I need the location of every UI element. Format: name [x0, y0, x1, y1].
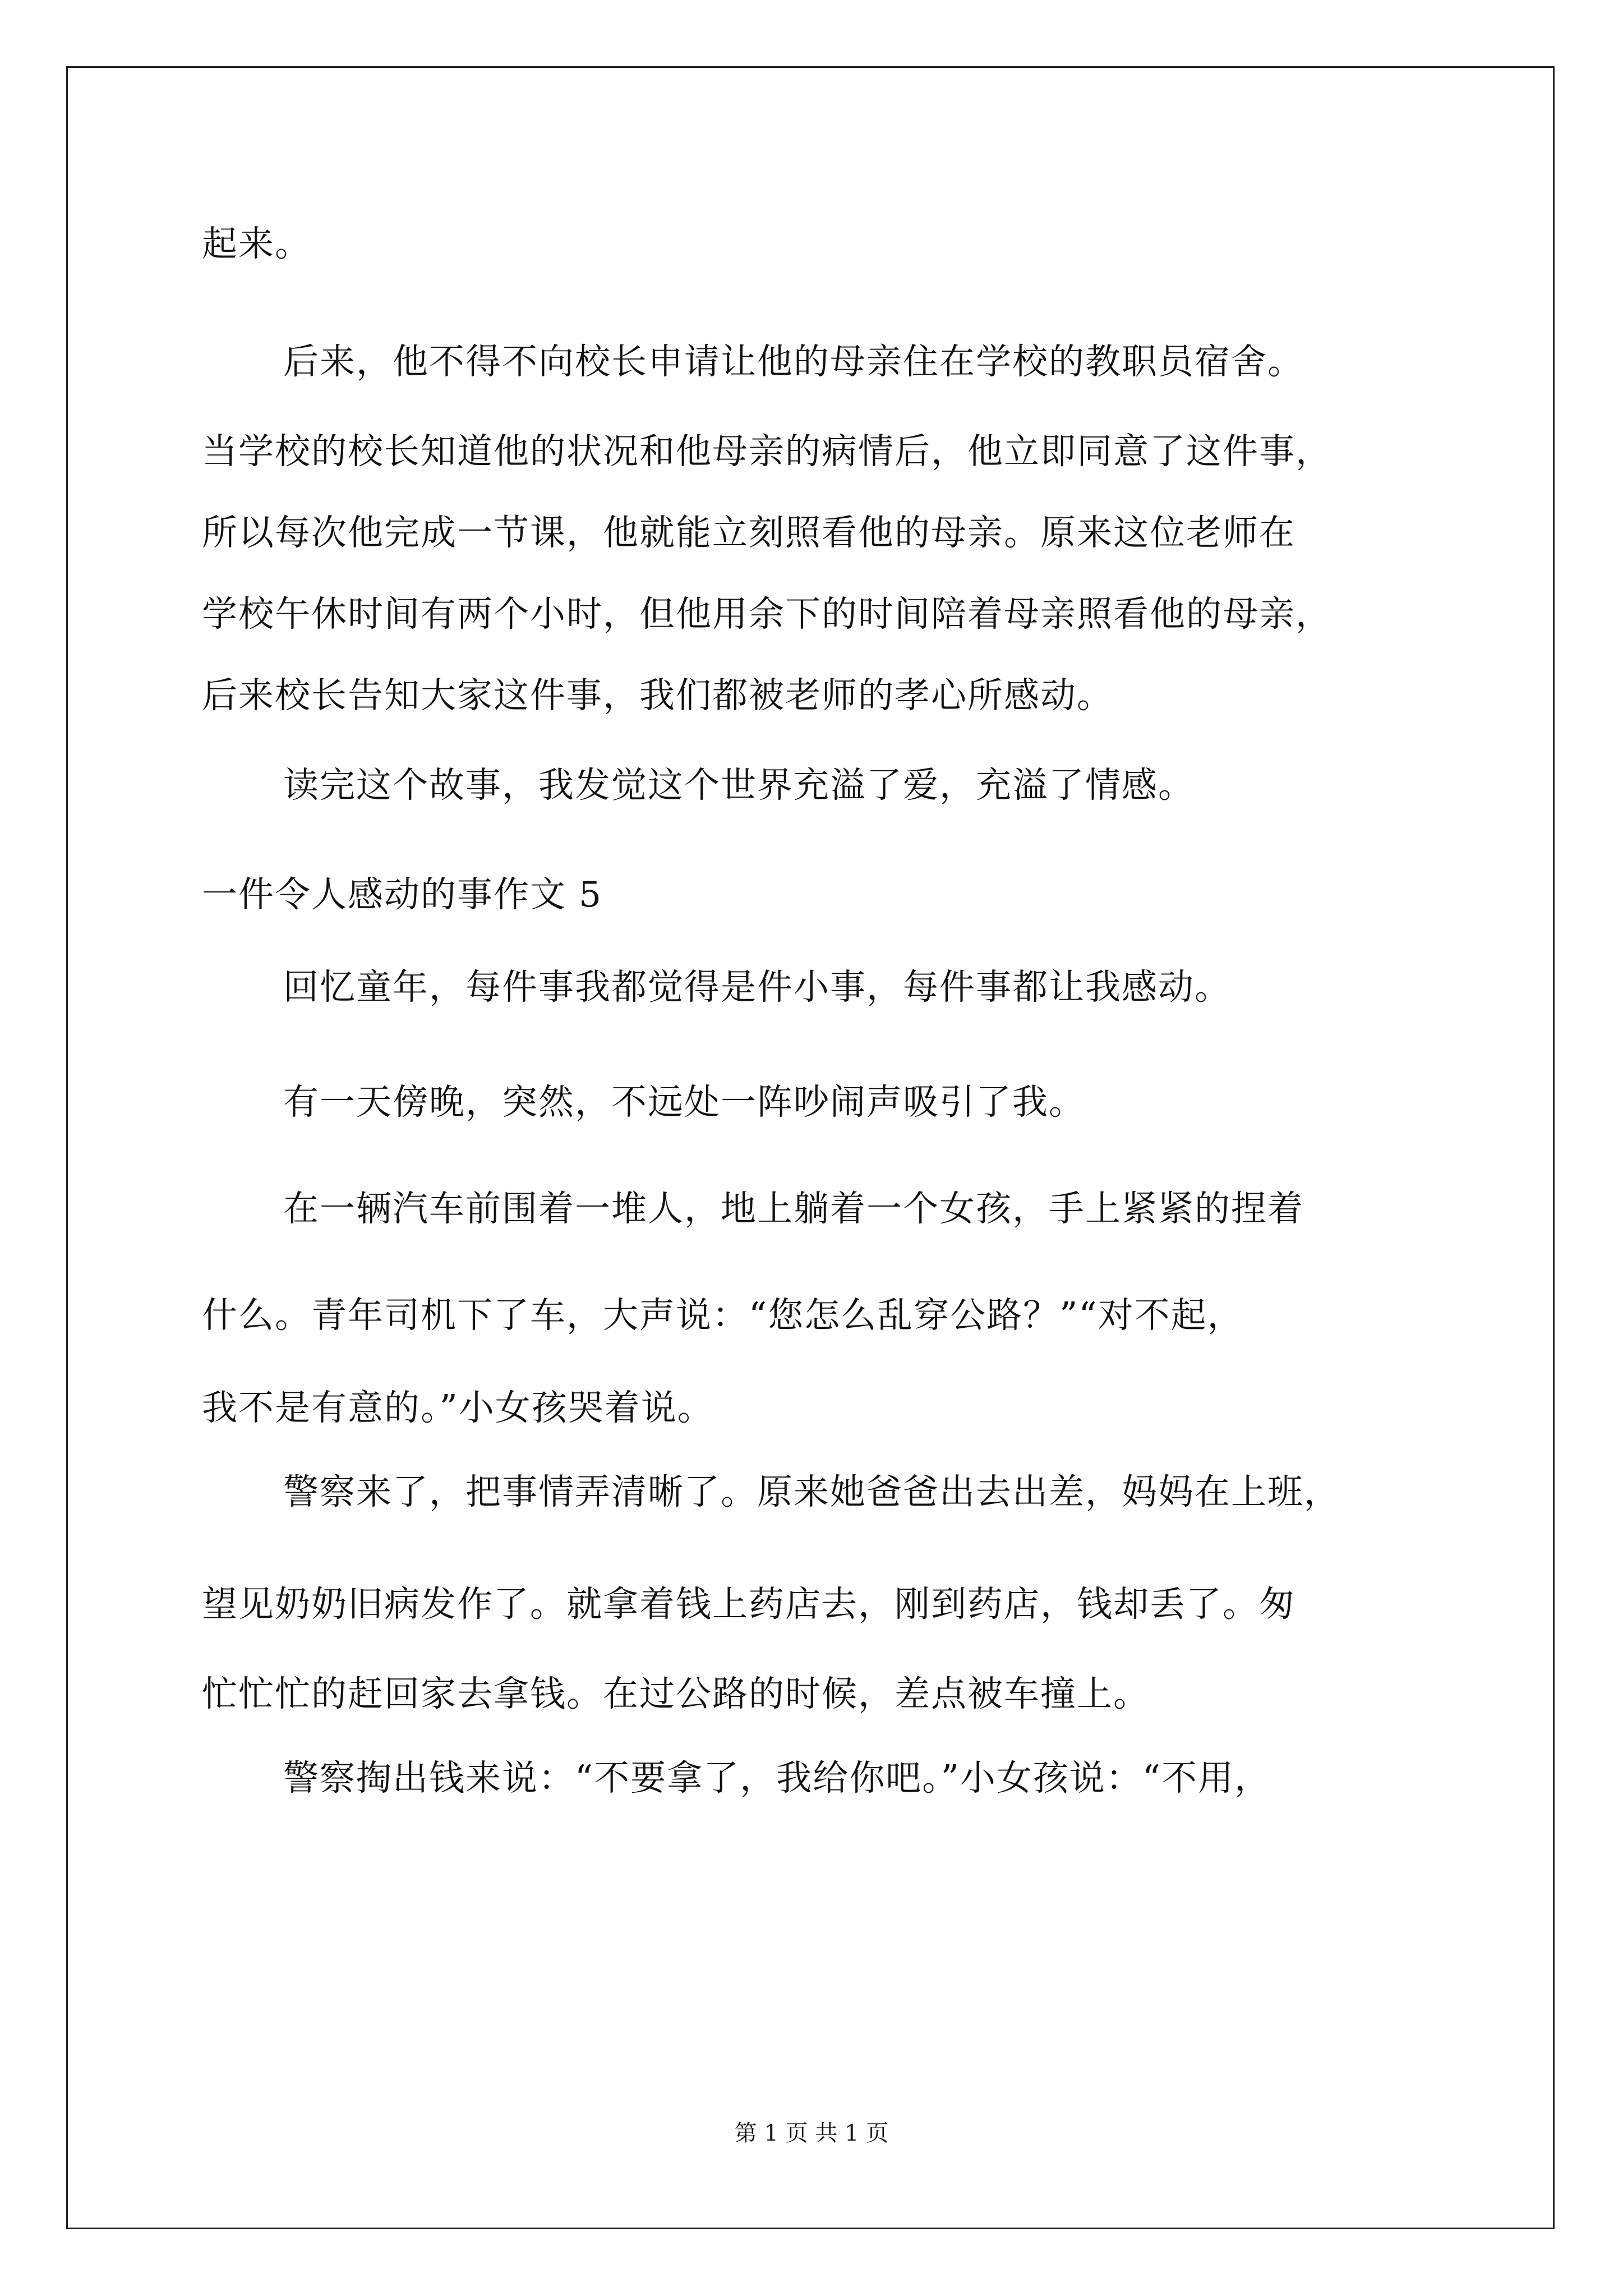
page-footer: 第 1 页 共 1 页 — [734, 2120, 889, 2146]
text-line: 忙忙忙的赶回家去拿钱。在过公路的时候，差点被车撞上。 — [202, 1673, 1150, 1714]
text-line: 所以每次他完成一节课，他就能立刻照看他的母亲。原来这位老师在 — [202, 512, 1295, 553]
text-line: 学校午休时间有两个小时，但他用余下的时间陪着母亲照看他的母亲， — [202, 593, 1332, 634]
text-line: 一件令人感动的事作文 5 — [202, 874, 603, 915]
text-line: 我不是有意的。”小女孩哭着说。 — [202, 1387, 714, 1428]
text-line: 警察来了，把事情弄清晰了。原来她爸爸出去出差，妈妈在上班， — [283, 1471, 1340, 1512]
text-line: 后来，他不得不向校长申请让他的母亲住在学校的教职员宿舍。 — [283, 341, 1304, 382]
text-line: 当学校的校长知道他的状况和他母亲的病情后，他立即同意了这件事， — [202, 431, 1332, 472]
text-line: 警察掏出钱来说：“不要拿了，我给你吧。”小女孩说：“不用， — [283, 1757, 1271, 1798]
page-border — [66, 66, 1555, 2229]
text-line: 什么。青年司机下了车，大声说：“您怎么乱穿公路？”“对不起， — [202, 1295, 1244, 1336]
section-heading: 回忆童年，每件事我都觉得是件小事，每件事都让我感动。 — [283, 967, 1231, 1007]
text-line: 后来校长告知大家这件事，我们都被老师的孝心所感动。 — [202, 675, 1113, 716]
text-line: 在一辆汽车前围着一堆人，地上躺着一个女孩，手上紧紧的捏着 — [283, 1188, 1304, 1229]
text-line: 望见奶奶旧病发作了。就拿着钱上药店去，刚到药店，钱却丢了。匆 — [202, 1584, 1295, 1625]
text-line: 读完这个故事，我发觉这个世界充溢了爱，充溢了情感。 — [283, 765, 1195, 806]
text-line: 有一天傍晚，突然，不远处一阵吵闹声吸引了我。 — [283, 1082, 1085, 1122]
text-line: 起来。 — [202, 223, 311, 264]
